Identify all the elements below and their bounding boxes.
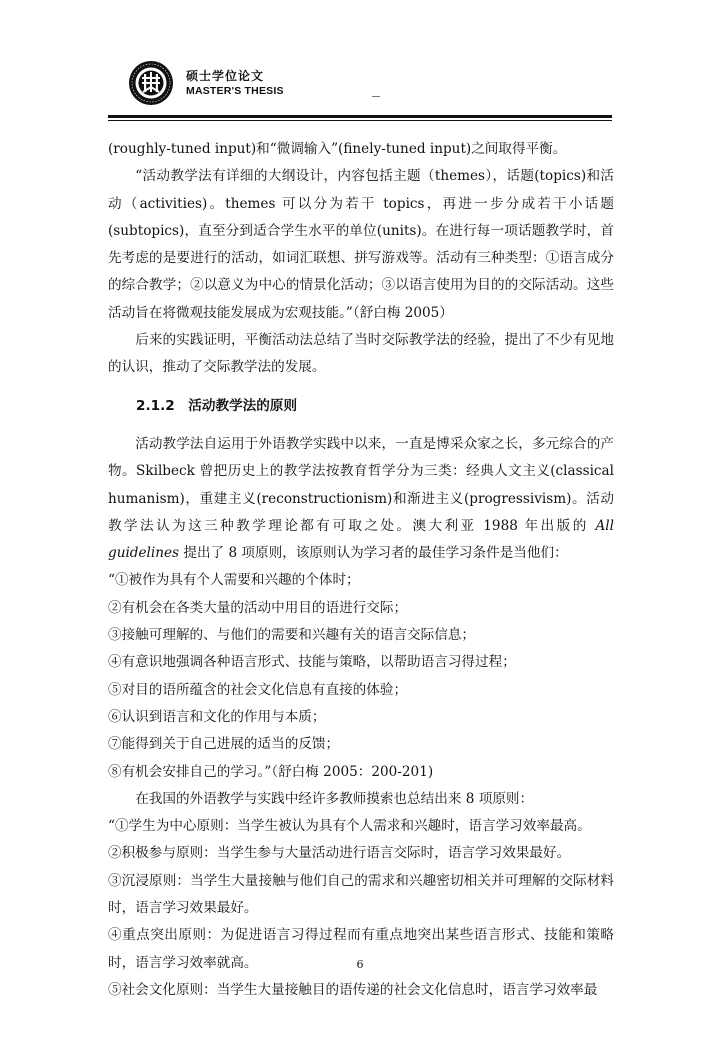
condition-item: ③接触可理解的、与他们的需要和兴趣有关的语言交际信息；	[108, 627, 476, 644]
page-body	[108, 136, 614, 1004]
paragraph-2: “活动教学法有详细的大纲设计，内容包括主题（themes），话题(topics)和活动（activities)。themes 可以分为若干 topics，再进一步分成若干小话题(subtopics)，直至分到适合学生水平的单位(units)。在进行每一项话题教学时，首先考虑的是要进行的活动，如词汇联想、拼写游戏等。活动有三种类型：①语言成分的综合教学；②以意义为中心的情景化活动；③以语言使用为目的的交际活动。这些活动旨在将微观技能发展成为宏观技能。”（舒白梅 2005）	[108, 168, 614, 321]
page-number: 6	[356, 958, 364, 971]
university-seal-logo	[128, 60, 174, 106]
paragraph-1: (roughly-tuned input)和“微调输入”(finely-tuned input)之间取得平衡。	[108, 141, 567, 157]
condition-item: ④有意识地强调各种语言形式、技能与策略，以帮助语言习得过程；	[108, 654, 516, 671]
paragraph-4-text-a: 活动教学法自运用于外语教学实践中以来，一直是博采众家之长，多元综合的产物。Skilbeck 曾把历史上的教学法按教育哲学分为三类：经典人文主义(classical humanism)，重建主义(reconstructionism)和渐进主义(progressivism)。活动教学法认为这三种教学理论都有可取之处。澳大利亚 1988 年出版的	[108, 435, 614, 534]
paragraph-3: 后来的实践证明，平衡活动法总结了当时交际教学法的经验，提出了不少有见地的认识，推动了交际教学法的发展。	[108, 332, 614, 376]
header-rule-thin	[108, 120, 612, 121]
condition-item: ⑤对目的语所蕴含的社会文化信息有直接的体验；	[108, 681, 408, 698]
principle-item: ③沉浸原则：当学生大量接触与他们自己的需求和兴趣密切相关并可理解的交际材料时，语言学习效果最好。	[108, 872, 614, 917]
principle-item: ⑤社会文化原则：当学生大量接触目的语传递的社会文化信息时，语言学习效率最	[108, 981, 598, 998]
paragraph-5: 在我国的外语教学与实践中经许多教师摸索也总结出来 8 项原则：	[135, 790, 534, 807]
principle-item: ②积极参与原则：当学生参与大量活动进行语言交际时，语言学习效果最好。	[108, 845, 571, 862]
header-rule-thick	[108, 115, 612, 118]
principle-item: ④重点突出原则：为促进语言习得过程而有重点地突出某些语言形式、技能和策略时，语言学习效率就高。	[108, 927, 614, 971]
thesis-header	[128, 56, 608, 116]
condition-item: ⑥认识到语言和文化的作用与本质；	[108, 708, 326, 725]
condition-item: “①被作为具有个人需要和兴趣的个体时；	[108, 572, 360, 589]
condition-item: ⑧有机会安排自己的学习。”（舒白梅 2005：200-201)	[108, 763, 434, 780]
condition-item: ②有机会在各类大量的活动中用目的语进行交际；	[108, 599, 408, 616]
paragraph-4	[108, 431, 614, 567]
condition-item: ⑦能得到关于自己进展的适当的反馈；	[108, 736, 340, 753]
paragraph-4-italic-title: All guidelines	[108, 517, 614, 562]
principle-item: “①学生为中心原则：当学生被认为具有个人需求和兴趣时，语言学习效率最高。	[108, 818, 591, 835]
header-dash	[372, 96, 380, 97]
section-heading: 2.1.2 活动教学法的原则	[136, 397, 298, 414]
header-title-cn: 硕士学位论文	[186, 69, 265, 83]
paragraph-4-text-b: 提出了 8 项原则，该原则认为学习者的最佳学习条件是当他们：	[179, 545, 568, 562]
header-title-en: MASTER'S THESIS	[186, 85, 284, 97]
